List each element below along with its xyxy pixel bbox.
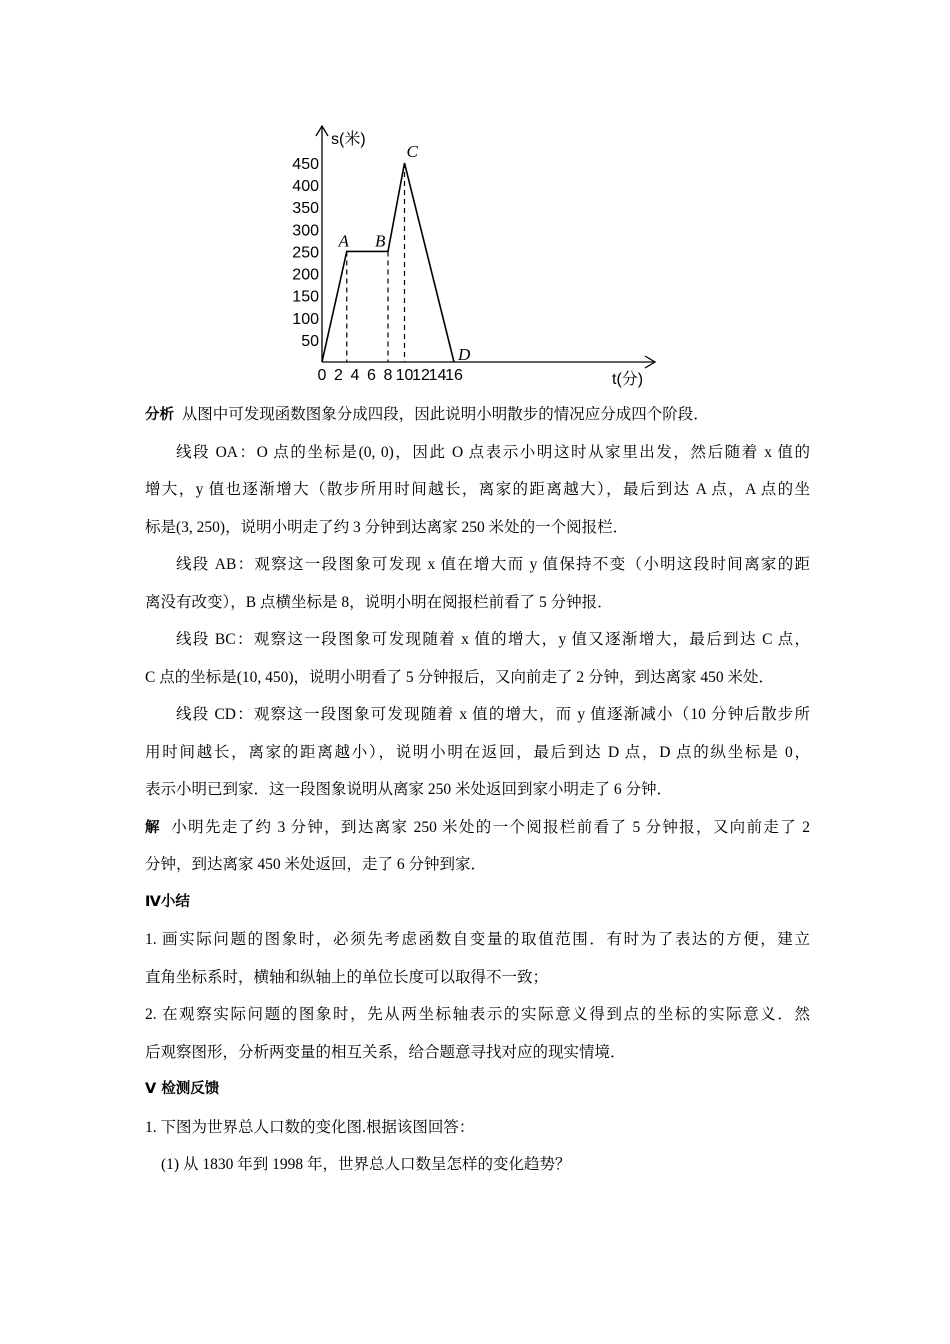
cd-line-3: 表示小明已到家．这一段图象说明从离家 250 米处返回到家小明走了 6 分钟． bbox=[145, 781, 673, 798]
solution-label: 解 bbox=[145, 819, 161, 836]
feedback-question: 1. 下图为世界总人口数的变化图.根据该图回答： bbox=[145, 1118, 475, 1136]
summary-line-3: 2. 在观察实际问题的图象时，先从两坐标轴表示的实际意义得到点的坐标的实际意义．然 bbox=[145, 1006, 810, 1023]
tick-labels bbox=[292, 156, 463, 384]
graph-svg bbox=[285, 118, 675, 400]
feedback-subquestion: (1) 从 1830 年到 1998 年，世界总人口数呈怎样的变化趋势？ bbox=[161, 1156, 571, 1173]
document-body bbox=[145, 396, 810, 1184]
x-tick-label: 8 bbox=[383, 367, 393, 384]
y-tick-label: 50 bbox=[301, 332, 319, 350]
x-tick-label: 12 bbox=[412, 367, 430, 384]
summary-line-4: 后观察图形，分析两变量的相互关系，给合题意寻找对应的现实情境． bbox=[145, 1043, 626, 1061]
y-tick-label: 150 bbox=[292, 288, 319, 306]
oa-line-2: 增大，y 值也逐渐增大（散步所用时间越长，离家的距离越大），最后到达 A 点，A 点的坐 bbox=[145, 481, 810, 498]
summary-line-2: 直角坐标系时，横轴和纵轴上的单位长度可以取得不一致； bbox=[145, 968, 549, 986]
solution-line-1 bbox=[145, 809, 810, 847]
point-label-c: C bbox=[406, 142, 418, 162]
cd-line-2: 用时间越长，离家的距离越小），说明小明在返回，最后到达 D 点，D 点的纵坐标是 0， bbox=[145, 743, 810, 761]
dashed-guides bbox=[347, 163, 405, 362]
distance-time-graph bbox=[285, 118, 675, 400]
point-label-d: D bbox=[458, 345, 471, 364]
y-tick-label: 450 bbox=[292, 156, 319, 174]
analysis-label: 分析 bbox=[145, 407, 174, 423]
x-tick-label: 4 bbox=[350, 367, 360, 384]
feedback-heading: Ⅴ 检测反馈 bbox=[145, 1081, 220, 1097]
x-tick-label: 16 bbox=[445, 367, 463, 384]
oa-line-3: 标是(3, 250)，说明小明走了约 3 分钟到达离家 250 米处的一个阅报栏． bbox=[145, 518, 629, 536]
axes bbox=[316, 126, 655, 388]
y-axis-label: s(米) bbox=[331, 131, 366, 148]
oa-line-1: 线段 OA：O 点的坐标是(0, 0)，因此 O 点表示小明这时从家里出发，然后随着 x 值的 bbox=[176, 443, 810, 461]
y-tick-label: 400 bbox=[292, 178, 319, 196]
summary-line-1: 1. 画实际问题的图象时，必须先考虑函数自变量的取值范围．有时为了表达的方便，建立 bbox=[145, 931, 810, 948]
ab-line-2: 离没有改变），B 点横坐标是 8，说明小明在阅报栏前看了 5 分钟报． bbox=[145, 593, 613, 611]
y-tick-label: 250 bbox=[292, 244, 319, 262]
y-tick-label: 350 bbox=[292, 200, 319, 218]
solution-line-2: 分钟，到达离家 450 米处返回，走了 6 分钟到家． bbox=[145, 856, 487, 873]
y-tick-label: 300 bbox=[292, 222, 319, 240]
point-label-a: A bbox=[338, 231, 349, 251]
analysis-text: 从图中可发现函数图象分成四段，因此说明小明散步的情况应分成四个阶段． bbox=[181, 406, 709, 423]
x-axis-label: t(分) bbox=[612, 371, 644, 388]
x-tick-label: 10 bbox=[395, 367, 414, 384]
x-tick-label: 2 bbox=[334, 367, 343, 384]
y-tick-label: 200 bbox=[292, 266, 319, 284]
summary-heading: Ⅳ小结 bbox=[145, 893, 190, 910]
ab-line-1: 线段 AB：观察这一段图象可发现 x 值在增大而 y 值保持不变（小明这段时间离家的距 bbox=[176, 556, 810, 573]
point-label-b: B bbox=[375, 231, 386, 251]
y-tick-label: 100 bbox=[292, 310, 319, 328]
cd-line-1: 线段 CD：观察这一段图象可发现随着 x 值的增大，而 y 值逐渐减小（10 分钟后散步所 bbox=[176, 706, 810, 723]
solution-text-1: 小明先走了约 3 分钟，到达离家 250 米处的一个阅报栏前看了 5 分钟报，又向前走了 2 bbox=[171, 818, 810, 836]
x-tick-label: 0 bbox=[317, 367, 327, 384]
analysis-paragraph bbox=[145, 396, 810, 434]
x-tick-label: 14 bbox=[428, 367, 447, 384]
bc-line-1: 线段 BC：观察这一段图象可发现随着 x 值的增大，y 值又逐渐增大，最后到达 C 点， bbox=[176, 631, 810, 648]
bc-line-2: C 点的坐标是(10, 450)，说明小明看了 5 分钟报后，又向前走了 2 分钟，到达离家 450 米处． bbox=[145, 668, 775, 686]
x-tick-label: 6 bbox=[367, 367, 376, 384]
